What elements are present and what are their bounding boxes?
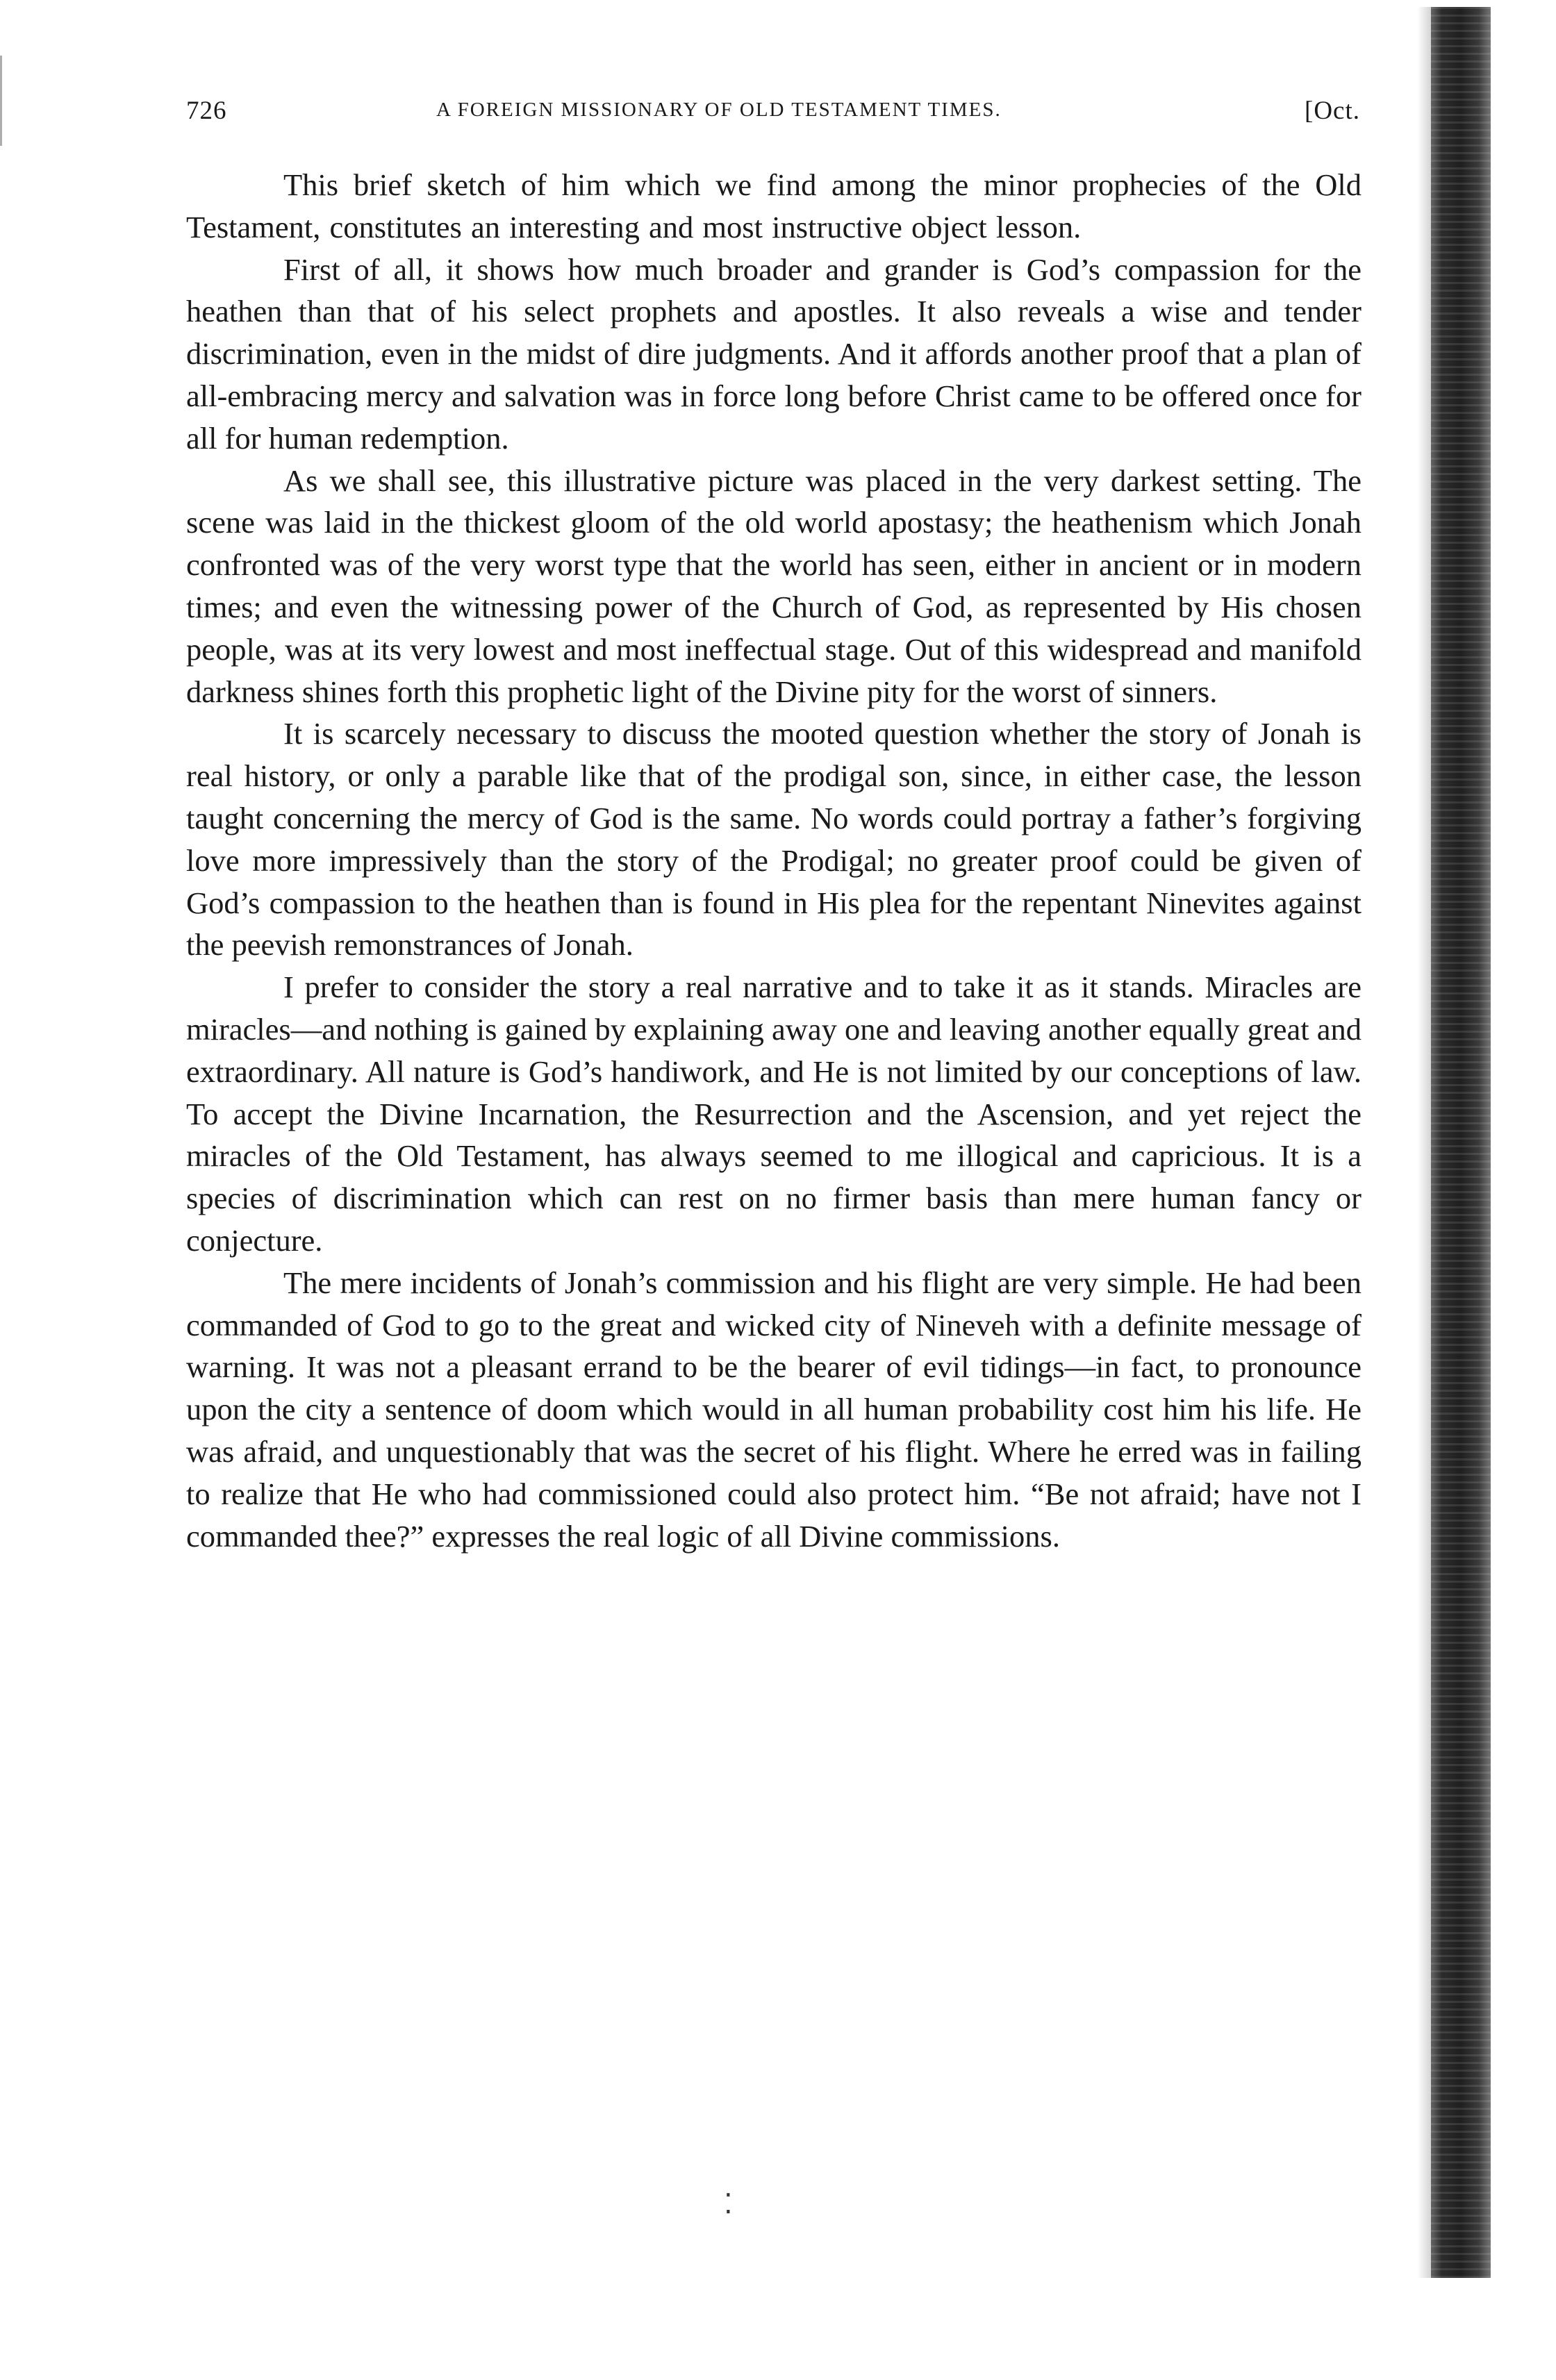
page-edge-strip [1431,7,1491,2278]
scan-speck: ⁚ [724,2188,733,2220]
paragraph-1: This brief sketch of him which we find among the minor prophecies of the Old Testament, constitutes an interesting and most instructive object lesson. [186,167,1362,244]
paragraph-4: It is scarcely necessary to discuss the mooted question whether the story of Jonah is real history, or only a parable like that of the prodigal son, since, in either case, the lesson taught concerning the mercy of God is the same. No words could portray a father’s forgiving love more impressively than the story of the Prodigal; no greater proof could be given of God’s compassion to the heathen than is found in His plea for the repentant Ninevites against the peevish remonstrances of Jonah. [186,716,1362,963]
binding-shadow [1417,7,1432,2278]
article-body [186,164,1362,1557]
page-header [186,90,1360,132]
paragraph-2: First of all, it shows how much broader and grander is God’s compassion for the heathen than that of his select prophets and apostles. It also reveals a wise and tender discrimination, even in the midst of dire judgments. And it affords another proof that a plan of all-embracing mercy and salvation was in force long before Christ came to be offered once for all for human redemption. [186,251,1362,456]
scan-edge-mark [0,56,12,146]
running-title: A FOREIGN MISSIONARY OF OLD TESTAMENT TIMES. [436,99,1002,121]
paragraph-3: As we shall see, this illustrative picture was placed in the very darkest setting. The scene was laid in the thickest gloom of the old world apostasy; the heathenism which Jonah confronted was of the very worst type that the world has seen, either in ancient or in modern times; and even the witnessing power of the Church of God, as represented by His chosen people, was at its very lowest and most ineffectual stage. Out of this widespread and manifold darkness shines forth this prophetic light of the Divine pity for the worst of sinners. [186,463,1362,709]
page-number: 726 [186,97,227,125]
paragraph-6: The mere incidents of Jonah’s commission and his flight are very simple. He had been commanded of God to go to the great and wicked city of Nineveh with a definite message of warning. It was not a pleasant errand to be the bearer of evil tidings—in fact, to pronounce upon the city a sentence of doom which would in all human probability cost him his life. He was afraid, and unquestionably that was the secret of his flight. Where he erred was in failing to realize that He who had commissioned could also protect him. “Be not afraid; have not I commanded thee?” expresses the real logic of all Divine commissions. [186,1265,1362,1554]
paragraph-5: I prefer to consider the story a real narrative and to take it as it stands. Miracles are miracles—and nothing is gained by explaining away one and leaving another equally great and extraordinary. All nature is God’s handiwork, and He is not limited by our conceptions of law. To accept the Divine Incarnation, the Resurrection and the Ascension, and yet reject the miracles of the Old Testament, has always seemed to me illogical and capricious. It is a species of discrimination which can rest on no firmer basis than mere human fancy or conjecture. [186,970,1362,1258]
issue-month: [Oct. [1305,97,1360,125]
